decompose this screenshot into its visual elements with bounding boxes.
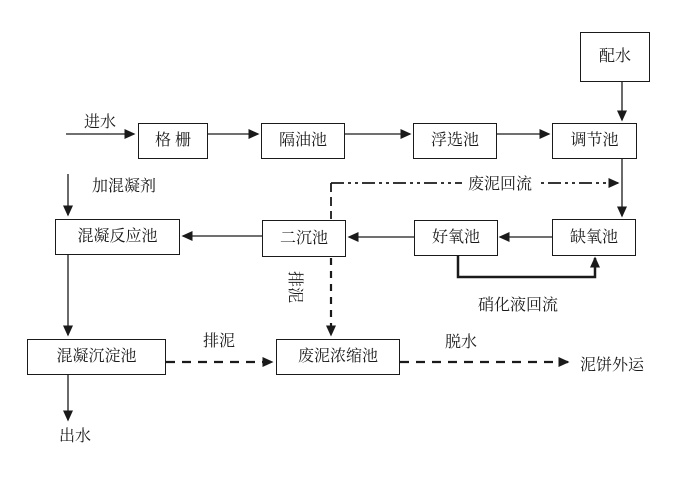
effluent-label: 出水 bbox=[59, 428, 92, 445]
node-coagulation-reaction-tank: 混凝反应池 bbox=[55, 219, 180, 255]
node-equalization-tank: 调节池 bbox=[552, 123, 637, 159]
influent-label: 进水 bbox=[84, 114, 117, 131]
node-oil-separation-tank: 隔油池 bbox=[261, 123, 345, 159]
sludge-discharge-label: 排泥 bbox=[203, 333, 236, 350]
node-coagulation-sedimentation-tank: 混凝沉淀池 bbox=[27, 339, 166, 375]
coagulant-dosing-label: 加混凝剂 bbox=[92, 178, 157, 195]
node-flotation-tank: 浮选池 bbox=[413, 123, 497, 159]
node-sludge-thickening-tank: 废泥浓缩池 bbox=[276, 339, 400, 375]
node-anoxic-tank: 缺氧池 bbox=[552, 219, 636, 256]
sludge-cake-transport-label: 泥饼外运 bbox=[580, 357, 645, 374]
sludge-return-label: 废泥回流 bbox=[462, 175, 538, 194]
node-aerobic-tank: 好氧池 bbox=[414, 220, 498, 256]
node-bar-screen: 格 栅 bbox=[138, 123, 208, 159]
node-water-distribution: 配水 bbox=[580, 32, 650, 82]
nitrified-liquor-return-label: 硝化液回流 bbox=[478, 297, 559, 314]
dewatering-label: 脱水 bbox=[445, 334, 478, 351]
sludge-discharge-vertical-label: 排泥 bbox=[286, 270, 303, 303]
edge-nitrified-liquor-return bbox=[458, 256, 595, 277]
node-secondary-clarifier: 二沉池 bbox=[262, 220, 346, 257]
